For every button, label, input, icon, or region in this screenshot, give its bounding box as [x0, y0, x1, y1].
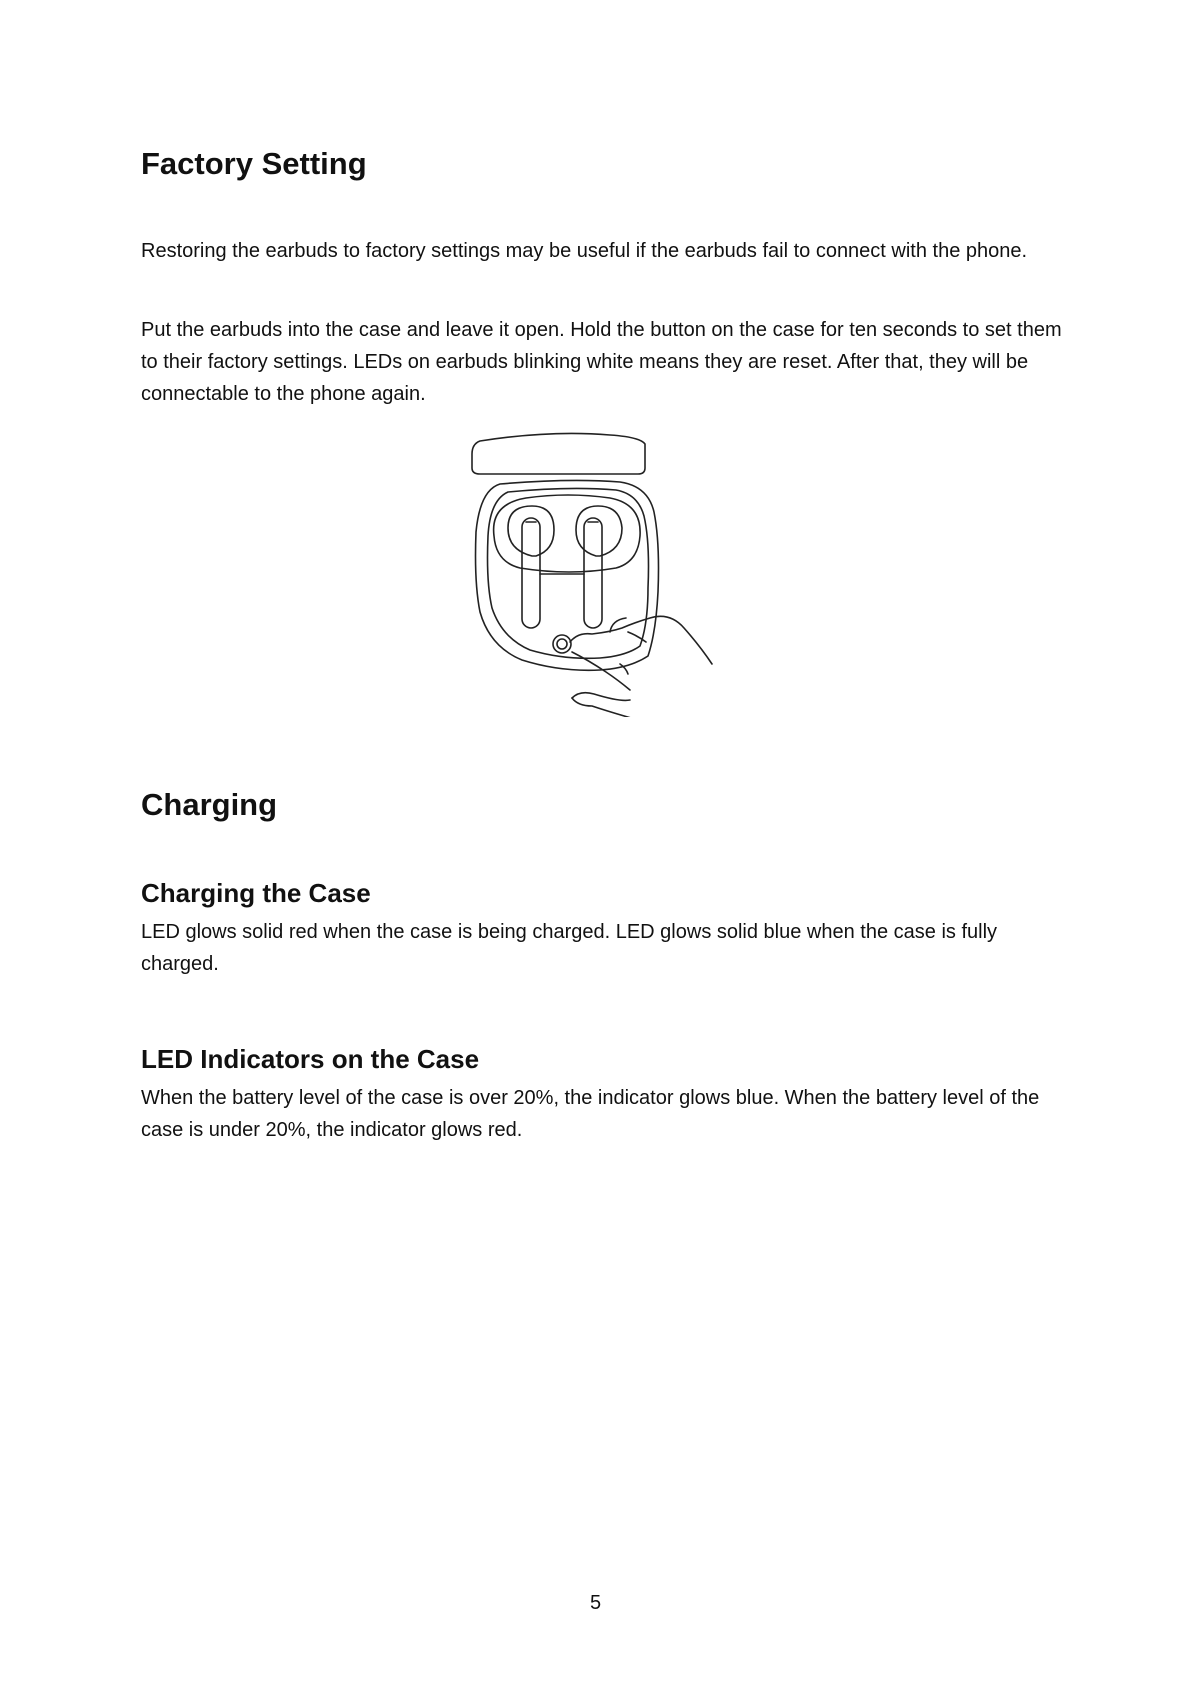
charging-heading: Charging: [141, 787, 278, 822]
factory-setting-paragraph-2: Put the earbuds into the case and leave it open. Hold the button on the case for ten seconds to set them to their factory settings. LEDs on earbuds blinking white means they are reset. After that, they will be connectable to the phone again.: [141, 319, 1062, 405]
page-number: 5: [589, 1592, 602, 1614]
led-indicators-text: When the battery level of the case is over 20%, the indicator glows blue. When the battery level of the case is under 20%, the indicator glows red.: [141, 1087, 1040, 1141]
factory-setting-heading: Factory Setting: [141, 146, 367, 181]
charging-the-case-text: LED glows solid red when the case is being charged. LED glows solid blue when the case is fully charged.: [141, 921, 998, 975]
earbuds-case-hand-press-icon: [460, 432, 740, 717]
led-indicators-heading: LED Indicators on the Case: [141, 1044, 480, 1074]
earbuds-case-illustration: [460, 432, 740, 717]
factory-setting-paragraph-1: Restoring the earbuds to factory settings may be useful if the earbuds fail to connect with the phone.: [141, 240, 1028, 262]
charging-the-case-heading: Charging the Case: [141, 878, 371, 908]
